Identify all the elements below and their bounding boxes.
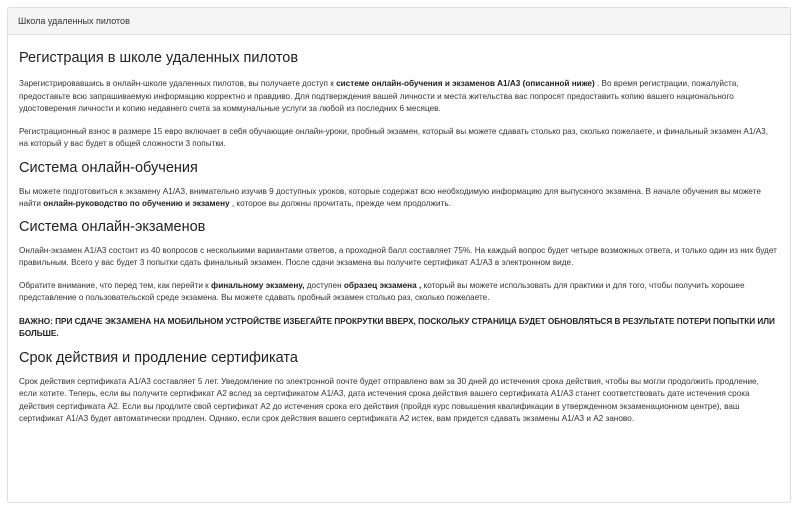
learning-system-link: системе онлайн-обучения и экзаменов A1/A3 (описанной ниже): [336, 79, 595, 88]
text-span: . Во время регистрации, пожалуйста, предоставьте всю запрашиваемую информацию корректно и правдиво. Для подтверждения вашей личности и места жительства вас попросят предоставить копию вашего национального удостоверения личности и копию недавнего счета за коммунальные услуги за любой из последних 6 месяцев.: [19, 79, 739, 113]
sample-exam-text: образец экзамена ,: [343, 280, 422, 290]
panel-body: [8, 35, 790, 426]
registration-paragraph-1: [19, 78, 778, 116]
learning-heading: Система онлайн-обучения: [19, 159, 198, 176]
text-span: который вы можете использовать для практики и для того, чтобы получить хорошее представление о пользовательской среде экзамена. Вы можете сдавать пробный экзамен столько раз, сколько пожелаете.: [19, 280, 745, 302]
panel-title: Школа удаленных пилотов: [18, 16, 130, 26]
final-exam-text: финальному экзамену,: [211, 280, 305, 290]
learning-paragraph: [19, 186, 778, 211]
text-span: доступен: [304, 280, 344, 290]
registration-paragraph-2: Регистрационный взнос в размере 15 евро включает в себя обучающие онлайн-уроки, пробный экзамен, который вы можете сдавать столько раз, сколько пожелаете, и финальный экзамен A1/A3, на который у вас будет в общей сложности 3 попытки.: [19, 126, 768, 148]
registration-heading: Регистрация в школе удаленных пилотов: [19, 50, 299, 66]
certificate-heading: Срок действия и продление сертификата: [19, 349, 298, 366]
mobile-warning: ВАЖНО: ПРИ СДАЧЕ ЭКЗАМЕНА НА МОБИЛЬНОМ УСТРОЙСТВЕ ИЗБЕГАЙТЕ ПРОКРУТКИ ВВЕРХ, ПОСКОЛЬКУ СТРАНИЦА БУДЕТ ОБНОВЛЯТЬСЯ В РЕЗУЛЬТАТЕ ПОТЕРИ ПОПЫТКИ ИЛИ БОЛЬШЕ.: [19, 316, 775, 338]
certificate-paragraph: Срок действия сертификата A1/A3 составляет 5 лет. Уведомление по электронной почте будет отправлено вам за 30 дней до истечения срока действия, чтобы вы могли продолжить продление, если хотите. Теперь, если вы получите сертификат A2 вслед за сертификатом A1/A3, дата истечения срока действия вашего сертификата A1/A3 станет соответствовать дате истечения срока действия сертификата A2. Если вы продлите свой сертификат A2 до истечения срока его действия (пройдя курс повышения квалификации в утвержденном экзаменационном центре), ваш сертификат A1/A3 будет автоматически продлен. Однако, если срок действия вашего сертификата A2 истек, вам придется сдавать экзамены A1/A3 и A2 заново.: [19, 376, 759, 423]
text-span: Вы можете подготовиться к экзамену A1/A3, внимательно изучив 9 доступных уроков, которые содержат всю необходимую информацию для выпускного экзамена. В начале обучения вы можете найти: [19, 186, 761, 208]
text-span: , которое вы должны прочитать, прежде чем продолжить.: [229, 199, 451, 208]
exam-paragraph-2: [19, 280, 778, 305]
exam-heading: Система онлайн-экзаменов: [19, 218, 206, 235]
content-panel: [7, 7, 791, 503]
panel-header: [8, 8, 790, 35]
text-span: Обратите внимание, что перед тем, как перейти к: [19, 280, 212, 290]
exam-paragraph-1: Онлайн-экзамен A1/A3 состоит из 40 вопросов с несколькими вариантами ответов, а проходной балл составляет 75%. На каждый вопрос будет четыре возможных ответа, и только один из них будет правильным. Всего у вас будет 3 попытки сдать финальный экзамен. После сдачи экзамена вы получите сертификат A1/A3 в электронном виде.: [19, 245, 777, 267]
guide-link: онлайн-руководство по обучению и экзамену: [43, 199, 230, 208]
text-span: Зарегистрировавшись в онлайн-школе удаленных пилотов, вы получаете доступ к: [19, 79, 337, 88]
